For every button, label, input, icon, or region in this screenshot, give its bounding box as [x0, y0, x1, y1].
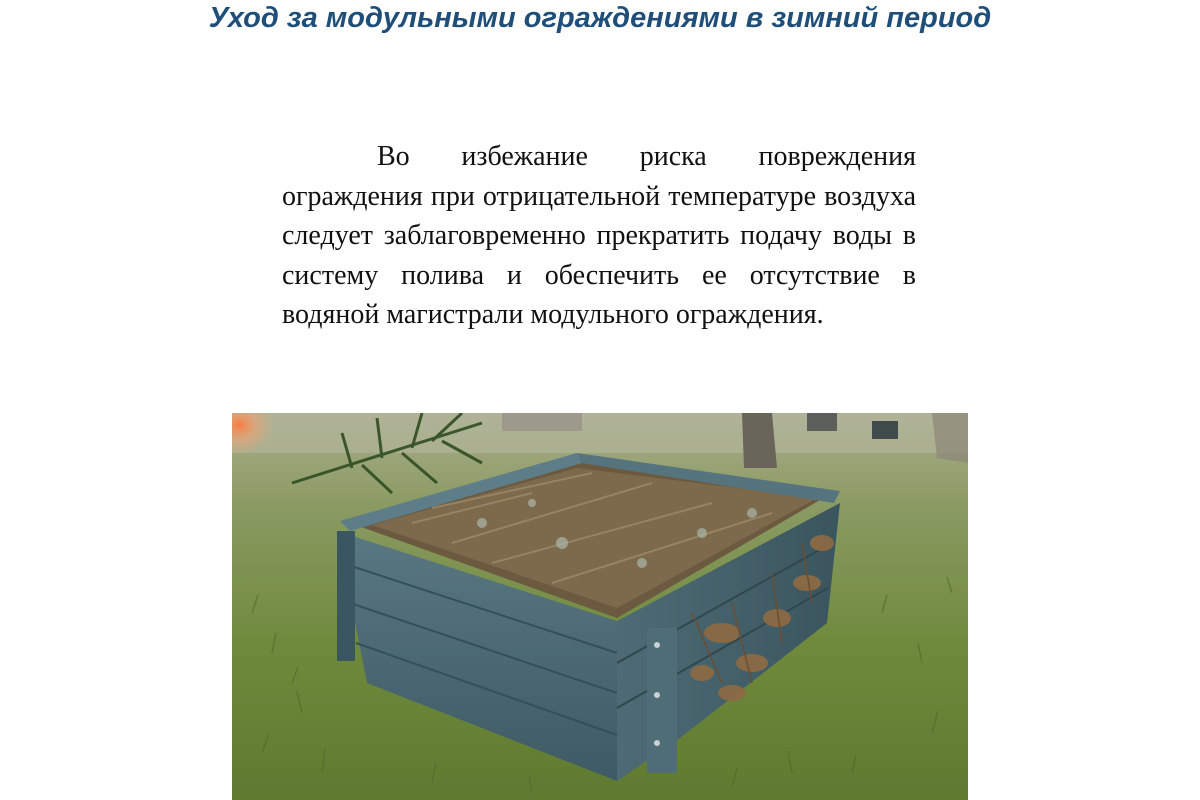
- body-paragraph: Во избежание риска повреждения ограждения при отрицательной температуре воздуха следует заблаговременно прекратить подачу воды в систему полива и обеспечить ее отсутствие в водяной магистрали модульного ограждения.: [282, 141, 916, 330]
- document-title: Уход за модульными ограждениями в зимний период: [208, 2, 992, 34]
- garden-bed-photo: [232, 413, 968, 800]
